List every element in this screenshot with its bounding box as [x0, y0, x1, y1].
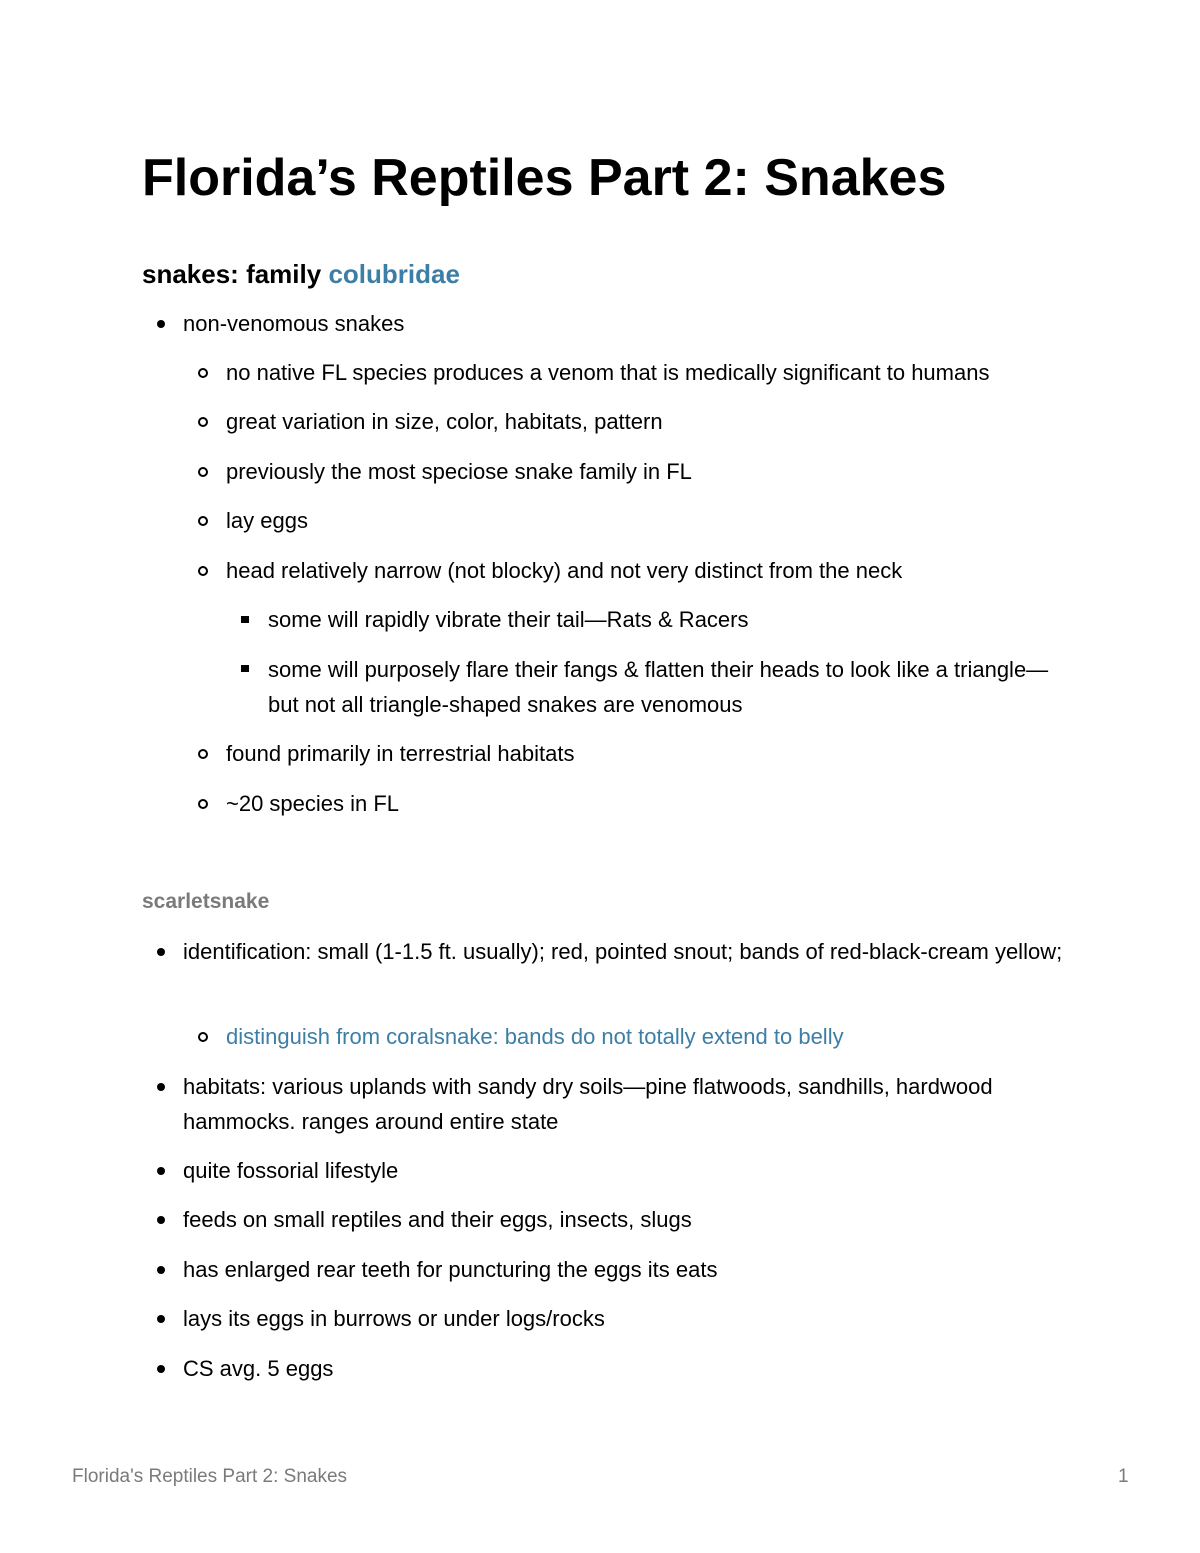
- bullet-dot-icon: [157, 1083, 165, 1091]
- list-item: habitats: various uplands with sandy dry soils—pine flatwoods, sandhills, hardwood hammocks. ranges around entire state: [183, 1074, 993, 1134]
- list-item: found primarily in terrestrial habitats: [226, 741, 575, 766]
- bullet-dot-icon: [157, 1167, 165, 1175]
- bullet-dot-icon: [157, 320, 165, 328]
- section-heading: [142, 256, 460, 292]
- bullet-dot-icon: [157, 1216, 165, 1224]
- list-item: lays its eggs in burrows or under logs/rocks: [183, 1306, 605, 1331]
- bullet-circle-icon: [198, 368, 208, 378]
- bullet-circle-icon: [198, 799, 208, 809]
- species-heading: scarletsnake: [142, 890, 270, 913]
- list-item: previously the most speciose snake family in FL: [226, 459, 692, 484]
- list-item: great variation in size, color, habitats, pattern: [226, 409, 663, 434]
- list-item: quite fossorial lifestyle: [183, 1158, 399, 1183]
- section-heading-prefix: snakes: family: [142, 259, 322, 289]
- bullet-dot-icon: [157, 1365, 165, 1373]
- bullet-circle-icon: [198, 467, 208, 477]
- list-item: identification: small (1-1.5 ft. usually); red, pointed snout; bands of red-black-cream yellow;: [183, 939, 1063, 964]
- bullet-square-icon: [241, 616, 249, 623]
- list-item: feeds on small reptiles and their eggs, insects, slugs: [183, 1207, 692, 1232]
- bullet-circle-icon: [198, 749, 208, 759]
- bullet-circle-icon: [198, 566, 208, 576]
- list-item: lay eggs: [226, 508, 308, 533]
- bullet-square-icon: [241, 665, 249, 672]
- list-item: has enlarged rear teeth for puncturing the eggs its eats: [183, 1257, 718, 1282]
- page-number: 1: [1118, 1466, 1129, 1487]
- list-item: no native FL species produces a venom that is medically significant to humans: [226, 360, 990, 385]
- list-item: some will purposely flare their fangs & flatten their heads to look like a triangle— but not all triangle-shaped snakes are venomous: [268, 657, 1049, 717]
- section-heading-family: colubridae: [328, 259, 460, 289]
- list-item: distinguish from coralsnake: bands do not totally extend to belly: [226, 1024, 844, 1049]
- page-title: Florida’s Reptiles Part 2: Snakes: [142, 149, 947, 207]
- bullet-dot-icon: [157, 1266, 165, 1274]
- bullet-dot-icon: [157, 948, 165, 956]
- bullet-circle-icon: [198, 1032, 208, 1042]
- bullet-dot-icon: [157, 1315, 165, 1323]
- list-item: CS avg. 5 eggs: [183, 1356, 334, 1381]
- list-item: some will rapidly vibrate their tail—Rats & Racers: [268, 607, 749, 632]
- list-item: ~20 species in FL: [226, 791, 400, 816]
- list-item: non-venomous snakes: [183, 311, 405, 336]
- list-item: head relatively narrow (not blocky) and not very distinct from the neck: [226, 558, 903, 583]
- bullet-circle-icon: [198, 417, 208, 427]
- bullet-circle-icon: [198, 516, 208, 526]
- footer-title: Florida's Reptiles Part 2: Snakes: [72, 1466, 348, 1487]
